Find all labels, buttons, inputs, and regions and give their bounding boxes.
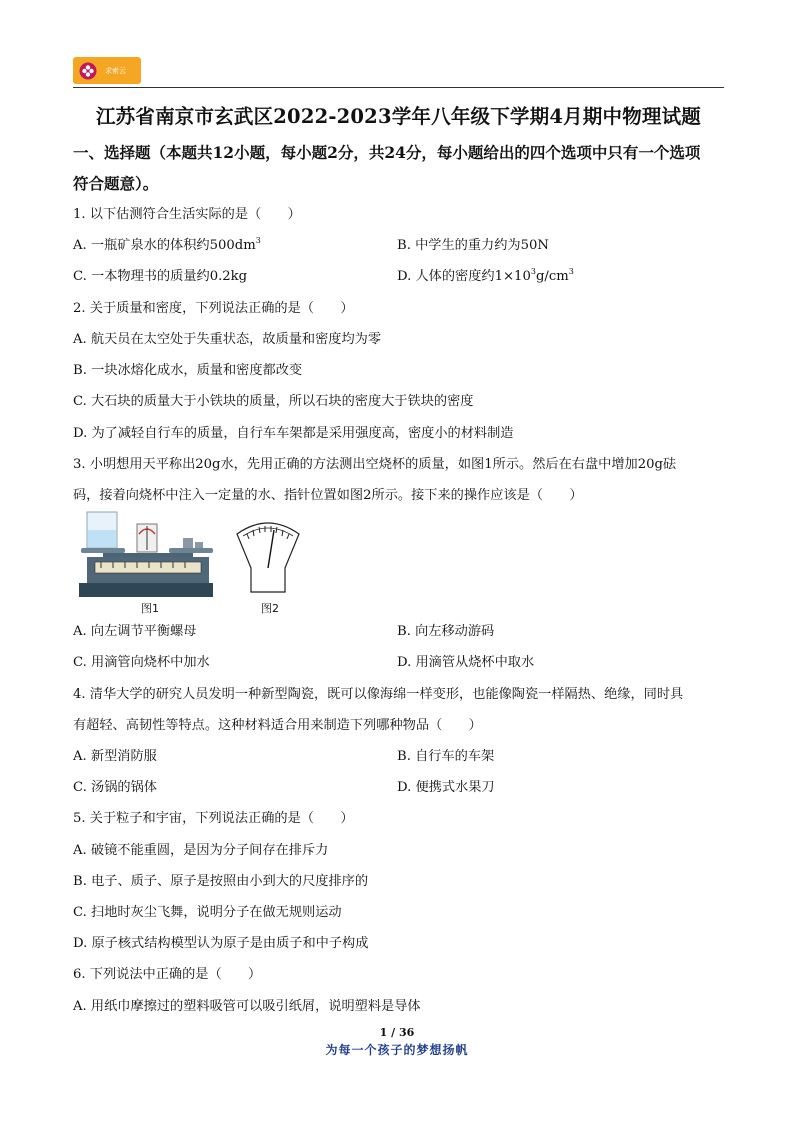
figure-1-caption: 图1 (141, 602, 159, 615)
section-heading-line1: 一、选择题（本题共12小题，每小题2分，共24分，每小题给出的四个选项中只有一个选项 (73, 143, 701, 162)
q1-option-a: A. 一瓶矿泉水的体积约$500dm^3$ (73, 236, 261, 253)
q3-option-c: C. 用滴管向烧杯中加水 (73, 655, 210, 670)
header-rule (73, 87, 724, 88)
q4-option-c: C. 汤锅的锅体 (73, 780, 157, 795)
q2-option-a: A. 航天员在太空处于失重状态，故质量和密度均为零 (73, 332, 382, 347)
q5-stem: 5. 关于粒子和宇宙，下列说法正确的是（ ） (73, 811, 354, 826)
q4-stem-line1: 4. 清华大学的研究人员发明一种新型陶瓷，既可以像海绵一样变形，也能像陶瓷一样隔热、绝缘，同时具 (73, 687, 684, 702)
figure-2-caption: 图2 (261, 602, 279, 615)
q3-option-b: B. 向左移动游码 (397, 624, 495, 639)
q1-option-d: D. 人体的密度约$1\times 10^3g/cm^3$ (397, 267, 574, 284)
section-heading-line2: 符合题意）。 (73, 174, 159, 193)
q2-stem: 2. 关于质量和密度，下列说法正确的是（ ） (73, 301, 354, 316)
q6-stem: 6. 下列说法中正确的是（ ） (73, 967, 262, 982)
q4-option-d: D. 便携式水果刀 (397, 780, 495, 795)
q5-option-b: B. 电子、质子、原子是按照由小到大的尺度排序的 (73, 874, 369, 889)
footer-slogan: 为每一个孩子的梦想扬帆 (325, 1043, 469, 1057)
q3-stem-line2: 码，接着向烧杯中注入一定量的水、指针位置如图2所示。接下来的操作应该是（ ） (73, 488, 583, 503)
q3-option-d: D. 用滴管从烧杯中取水 (397, 655, 535, 670)
q1-option-b: B. 中学生的重力约为50N (397, 238, 549, 253)
q1-stem: 1. 以下估测符合生活实际的是（ ） (73, 207, 301, 222)
page-title: 江苏省南京市玄武区2022-2023学年八年级下学期4月期中物理试题 (95, 105, 701, 128)
q4-option-a: A. 新型消防服 (73, 749, 157, 764)
flower-logo-icon (79, 62, 97, 80)
publisher-logo (73, 57, 141, 84)
pointer-dial-figure (233, 512, 303, 596)
page-number: 1 / 36 (379, 1026, 415, 1039)
q5-option-c: C. 扫地时灰尘飞舞，说明分子在做无规则运动 (73, 905, 342, 920)
q6-option-a: A. 用纸巾摩擦过的塑料吸管可以吸引纸屑，说明塑料是导体 (73, 999, 421, 1014)
q2-option-b: B. 一块冰熔化成水，质量和密度都改变 (73, 363, 303, 378)
q5-option-a: A. 破镜不能重圆，是因为分子间存在排斥力 (73, 843, 329, 858)
balance-scale-figure (73, 510, 213, 602)
q1-option-c: C. 一本物理书的质量约0.2kg (73, 269, 248, 284)
q2-option-d: D. 为了减轻自行车的质量，自行车车架都是采用强度高，密度小的材料制造 (73, 426, 514, 441)
q3-stem-line1: 3. 小明想用天平称出20g水，先用正确的方法测出空烧杯的质量，如图1所示。然后在右盘中增加20g砝 (73, 457, 677, 472)
q4-stem-line2: 有超轻、高韧性等特点。这种材料适合用来制造下列哪种物品（ ） (73, 718, 482, 733)
q2-option-c: C. 大石块的质量大于小铁块的质量，所以石块的密度大于铁块的密度 (73, 394, 474, 409)
q3-figures (73, 510, 293, 618)
q5-option-d: D. 原子核式结构模型认为原子是由质子和中子构成 (73, 936, 369, 951)
q4-option-b: B. 自行车的车架 (397, 749, 495, 764)
q3-option-a: A. 向左调节平衡螺母 (73, 624, 197, 639)
logo-text: 求索云 (105, 66, 126, 75)
